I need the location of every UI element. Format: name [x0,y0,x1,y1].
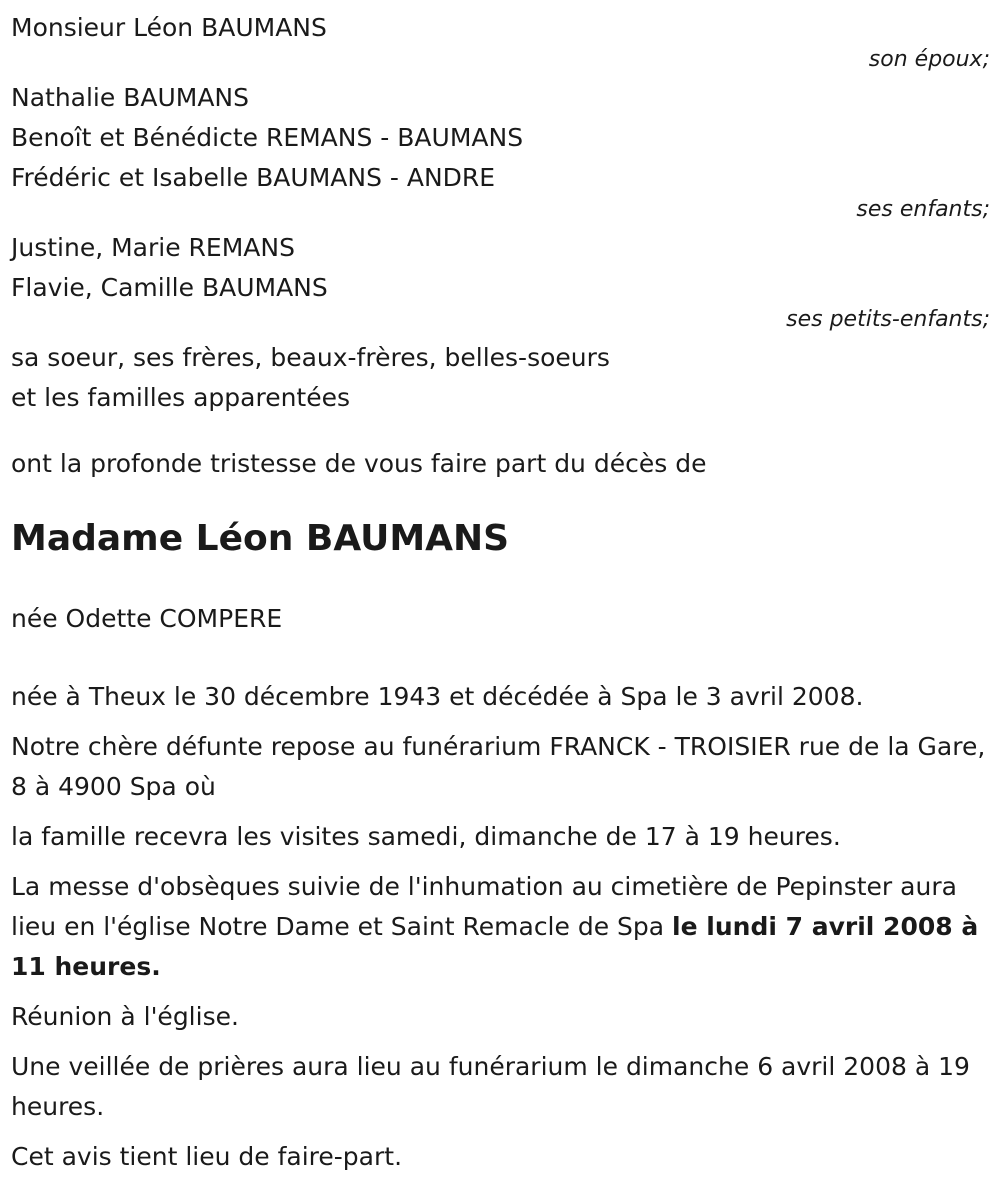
grandchild-entry: Flavie, Camille BAUMANS [11,273,328,302]
birth-death-text: née à Theux le 30 décembre 1943 et décédée à Spa le 3 avril 2008. [11,682,864,711]
relatives-line: et les familles apparentées [11,383,351,412]
child-entry: Nathalie BAUMANS [11,83,250,112]
mass-date: le lundi 7 avril 2008 à 11 heures. [11,912,979,981]
child-entry: Frédéric et Isabelle BAUMANS - ANDRE [11,163,496,192]
grandchildren-section [11,228,990,332]
spouse-section [11,8,990,72]
spouse-role: son époux; [868,47,990,72]
repose-text: Notre chère défunte repose au funérarium FRANCK - TROISIER rue de la Gare, 8 à 4900 Spa où [11,732,986,801]
child-entry: Benoît et Bénédicte REMANS - BAUMANS [11,123,524,152]
maiden-name: née Odette COMPERE [11,604,283,633]
visits-text: la famille recevra les visites samedi, dimanche de 17 à 19 heures. [11,822,841,851]
grandchildren-role: ses petits-enfants; [786,307,990,332]
relatives-line: sa soeur, ses frères, beaux-frères, belles-soeurs [11,343,610,372]
deceased-name: Madame Léon BAUMANS [11,518,510,559]
mass-paragraph [11,867,990,987]
grandchild-entry: Justine, Marie REMANS [11,233,295,262]
closing-text: Cet avis tient lieu de faire-part. [11,1142,403,1171]
vigil-text: Une veillée de prières aura lieu au funérarium le dimanche 6 avril 2008 à 19 heures. [11,1052,970,1121]
reunion-text: Réunion à l'église. [11,1002,239,1031]
spouse-name: Monsieur Léon BAUMANS [11,13,327,42]
children-role: ses enfants; [856,197,990,222]
mass-text: La messe d'obsèques suivie de l'inhumation au cimetière de Pepinster aura lieu en l'église Notre Dame et Saint Remacle de Spa [11,872,957,941]
children-section [11,78,990,222]
relatives-section [11,338,990,418]
announcement-intro: ont la profonde tristesse de vous faire part du décès de [11,449,707,478]
